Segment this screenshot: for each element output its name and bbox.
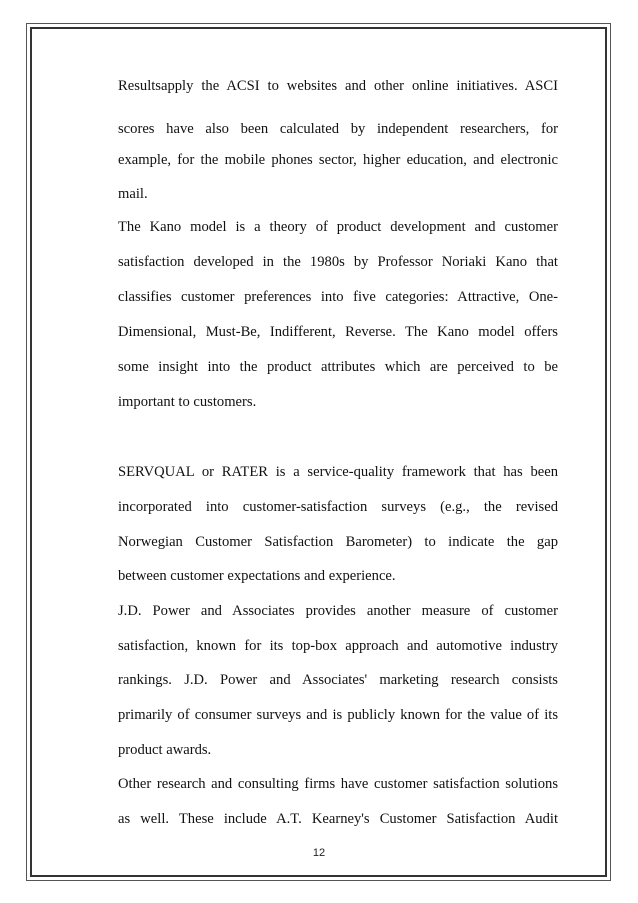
text-line: product awards. — [118, 742, 212, 758]
text-line: satisfaction, known for its top-box approach and automotive industry — [118, 638, 558, 654]
text-line: rankings. J.D. Power and Associates' marketing research consists — [118, 672, 558, 688]
text-line: SERVQUAL or RATER is a service-quality framework that has been — [118, 464, 558, 480]
text-line: scores have also been calculated by independent researchers, for — [118, 121, 558, 137]
text-line: mail. — [118, 186, 148, 202]
text-line: Norwegian Customer Satisfaction Barometer) to indicate the gap — [118, 534, 558, 550]
text-line: as well. These include A.T. Kearney's Customer Satisfaction Audit — [118, 811, 558, 827]
text-line: classifies customer preferences into five categories: Attractive, One- — [118, 289, 558, 305]
text-line: some insight into the product attributes which are perceived to be — [118, 359, 558, 375]
text-line: primarily of consumer surveys and is publicly known for the value of its — [118, 707, 558, 723]
text-line: satisfaction developed in the 1980s by Professor Noriaki Kano that — [118, 254, 558, 270]
text-line: important to customers. — [118, 394, 257, 410]
text-line: The Kano model is a theory of product development and customer — [118, 219, 558, 235]
text-line: J.D. Power and Associates provides another measure of customer — [118, 603, 558, 619]
text-line: incorporated into customer-satisfaction surveys (e.g., the revised — [118, 499, 558, 515]
text-line: Other research and consulting firms have customer satisfaction solutions — [118, 776, 558, 792]
text-line: example, for the mobile phones sector, higher education, and electronic — [118, 152, 558, 168]
text-line: Resultsapply the ACSI to websites and other online initiatives. ASCI — [118, 78, 558, 94]
page-number: 12 — [312, 847, 326, 859]
text-line: Dimensional, Must-Be, Indifferent, Reverse. The Kano model offers — [118, 324, 558, 340]
text-line: between customer expectations and experience. — [118, 568, 396, 584]
